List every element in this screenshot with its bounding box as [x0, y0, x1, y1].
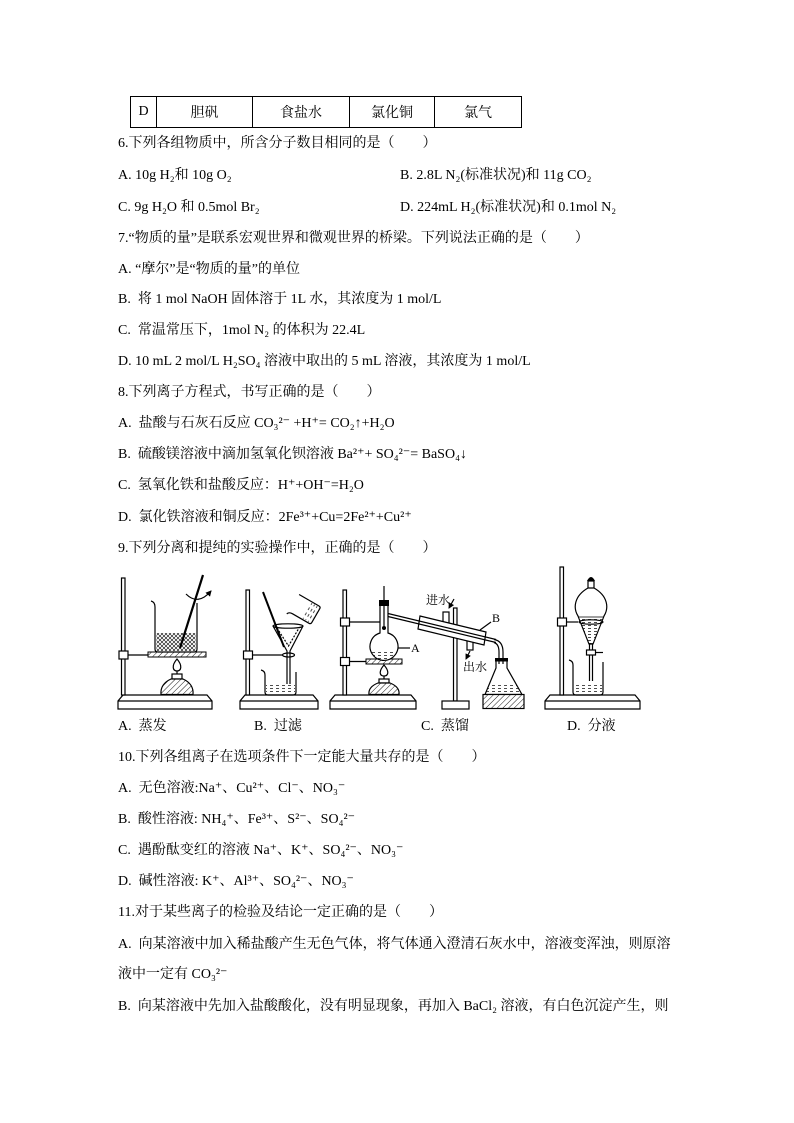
- separatory-funnel-apparatus: [545, 567, 640, 709]
- question-8-option-c: C. 氢氧化铁和盐酸反应：H⁺+OH⁻=H₂O: [118, 478, 364, 493]
- lamp-flame: [380, 665, 388, 676]
- stand-rod: [343, 590, 347, 695]
- question-9-option-c: C. 蒸馏: [421, 719, 469, 734]
- answer-table-fragment: [130, 96, 522, 128]
- flask-label: A: [411, 641, 420, 655]
- flask-liquid: [371, 650, 398, 660]
- evaporation-apparatus: [118, 575, 212, 709]
- water-out-arrow-icon: [466, 651, 470, 659]
- condenser-label: B: [492, 611, 501, 625]
- question-9-option-a: A. 蒸发: [118, 719, 167, 734]
- condenser-label-leader: [480, 622, 491, 630]
- stand-base: [118, 695, 212, 709]
- question-10-stem: 10.下列各组离子在选项条件下一定能大量共存的是（ ）: [118, 750, 486, 765]
- question-8-option-a: A. 盐酸与石灰石反应 CO₃²⁻ +H⁺= CO₂↑+H₂O: [118, 416, 395, 431]
- beaker-liquid: [574, 684, 602, 694]
- stand-base: [240, 695, 318, 709]
- question-11-stem: 11.对于某些离子的检验及结论一定正确的是（ ）: [118, 905, 443, 920]
- stand-base: [545, 695, 640, 709]
- thermometer-bulb: [382, 626, 386, 630]
- question-11-option-b-line-1: B. 向某溶液中先加入盐酸酸化，没有明显现象，再加入 BaCl₂ 溶液，有白色沉淀产生，则: [118, 999, 669, 1014]
- question-11-option-a-line-2: 液中一定有 CO₃²⁻: [118, 967, 228, 982]
- funnel-ring: [283, 653, 295, 657]
- condenser-stand-rod: [454, 608, 458, 701]
- question-9-option-b: B. 过滤: [254, 719, 302, 734]
- table-cell: D: [131, 97, 157, 128]
- table-cell: 氯化铜: [350, 97, 435, 128]
- stand-rod: [246, 590, 250, 695]
- question-9-option-d: D. 分液: [567, 719, 616, 734]
- question-6-option-a: A. 10g H₂和 10g O₂: [118, 168, 232, 183]
- clamp-boss: [119, 651, 128, 659]
- stopcock: [587, 650, 596, 655]
- stand-rod: [560, 567, 564, 695]
- beaker-contents: [157, 633, 196, 651]
- separation-apparatus-figure: [0, 563, 794, 713]
- filtrate-liquid: [266, 684, 295, 694]
- condenser-stand-base: [442, 701, 469, 709]
- question-7-option-c: C. 常温常压下，1mol N₂ 的体积为 22.4L: [118, 323, 366, 338]
- question-10-option-c: C. 遇酚酞变红的溶液 Na⁺、K⁺、SO₄²⁻、NO₃⁻: [118, 843, 404, 858]
- lamp-flame: [173, 659, 181, 671]
- receiver-liquid: [485, 685, 522, 695]
- stand-base: [330, 695, 416, 709]
- upper-clamp-boss: [341, 618, 350, 626]
- table-cell: 氯气: [435, 97, 522, 128]
- clamp-boss: [558, 618, 567, 626]
- alcohol-lamp: [369, 683, 399, 695]
- question-6-option-d: D. 224mL H₂(标准状况)和 0.1mol N₂: [400, 200, 617, 215]
- pouring-beaker-liquid: [302, 602, 320, 623]
- question-7-option-d: D. 10 mL 2 mol/L H₂SO₄ 溶液中取出的 5 mL 溶液，其浓度为 1 mol/L: [118, 354, 531, 369]
- question-10-option-b: B. 酸性溶液: NH₄⁺、Fe³⁺、S²⁻、SO₄²⁻: [118, 812, 356, 827]
- table-row: [131, 97, 522, 128]
- wire-gauze: [148, 652, 206, 657]
- question-7-option-a: A. “摩尔”是“物质的量”的单位: [118, 262, 300, 277]
- alcohol-lamp: [161, 679, 193, 695]
- water-in-label: 进水: [426, 593, 451, 607]
- flask-support-block: [483, 695, 524, 709]
- question-7-stem: 7.“物质的量”是联系宏观世界和微观世界的桥梁。下列说法正确的是（ ）: [118, 231, 589, 246]
- glass-rod: [263, 592, 284, 647]
- question-8-option-b: B. 硫酸镁溶液中滴加氢氧化钡溶液 Ba²⁺+ SO₄²⁻= BaSO₄↓: [118, 447, 467, 462]
- question-7-option-b: B. 将 1 mol NaOH 固体溶于 1L 水，其浓度为 1 mol/L: [118, 292, 442, 307]
- clamp-boss: [244, 651, 253, 659]
- question-6-option-c: C. 9g H₂O 和 0.5mol Br₂: [118, 200, 260, 215]
- question-8-stem: 8.下列离子方程式，书写正确的是（ ）: [118, 385, 381, 400]
- condenser-jacket: [418, 616, 486, 645]
- stand-rod: [122, 578, 126, 695]
- lamp-neck: [172, 674, 182, 679]
- pouring-beaker: [287, 594, 321, 627]
- water-out-label: 出水: [463, 660, 488, 674]
- question-8-option-d: D. 氯化铁溶液和铜反应：2Fe³⁺+Cu=2Fe²⁺+Cu²⁺: [118, 510, 412, 525]
- question-11-option-a-line-1: A. 向某溶液中加入稀盐酸产生无色气体，将气体通入澄清石灰水中，溶液变浑浊，则原溶: [118, 937, 671, 952]
- receiver-stopper: [495, 658, 508, 662]
- table-cell: 食盐水: [253, 97, 350, 128]
- question-10-option-d: D. 碱性溶液: K⁺、Al³⁺、SO₄²⁻、NO₃⁻: [118, 874, 354, 889]
- filtration-apparatus: [240, 590, 321, 709]
- table-cell: 胆矾: [157, 97, 253, 128]
- question-6-option-b: B. 2.8L N₂(标准状况)和 11g CO₂: [400, 168, 592, 183]
- question-6-stem: 6.下列各组物质中，所含分子数目相同的是（ ）: [118, 136, 437, 151]
- distillation-apparatus: [330, 586, 524, 709]
- question-10-option-a: A. 无色溶液:Na⁺、Cu²⁺、Cl⁻、NO₃⁻: [118, 781, 346, 796]
- lower-clamp-boss: [341, 658, 350, 666]
- question-9-stem: 9.下列分离和提纯的实验操作中，正确的是（ ）: [118, 541, 437, 556]
